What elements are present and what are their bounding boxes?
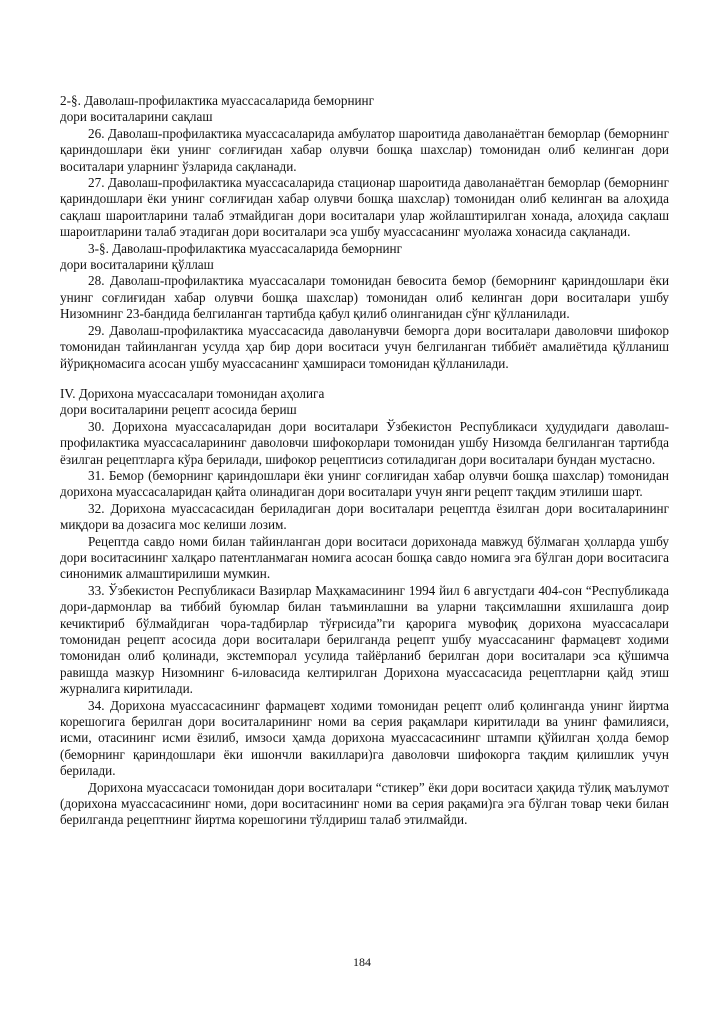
section2-heading-line1: 2-§. Даволаш-профилактика муассасаларида беморнинг xyxy=(60,93,375,108)
paragraph-30: 30. Дорихона муассасаларидан дори воситалари Ўзбекистон Республикаси ҳудудидаги даволаш-профилактика муассасаларининг даволовчи шифокорлари томонидан ушбу Низомда белгиланган тартибда ёзилган рецептларга кўра берилади, шифокор рецептисиз сотиладиган дори воситалари бундан мустасно. xyxy=(60,418,669,467)
paragraph-32: 32. Дорихона муассасасидан бериладиган дори воситалари рецептда ёзилган дори воситаларининг миқдори ва дозасига мос келиши лозим. xyxy=(60,500,669,533)
section2-heading-line2: дори воситаларини сақлаш xyxy=(60,109,213,125)
section3-heading-line2: дори воситаларини қўллаш xyxy=(60,257,214,273)
paragraph-34-continuation: Дорихона муассасаси томонидан дори воситалари “стикер” ёки дори воситаси ҳақида тўлиқ маълумот (дорихона муассасасининг номи, дори воситасининг номи ва серия рақами)га эга бўлган товар чеки билан берилганда рецептнинг йиртма корешогини тўлдириш талаб этилмайди. xyxy=(60,779,669,828)
section3-heading-line1: 3-§. Даволаш-профилактика муассасаларида беморнинг xyxy=(88,240,403,256)
paragraph-27: 27. Даволаш-профилактика муассасаларида стационар шароитида даволанаётган беморлар (беморнинг қариндошлари ёки унинг соғлиғидан хабар олувчи бошқа шахслар) томонидан олиб келинган ва алоҳида сақлаш шароитларини талаб этмайдиган дори воситалари улар жойлаштирилган хонада, алоҳида сақлаш шароитларини талаб этадиган дори воситалари эса ушбу муассасанинг муолажа хонасида сақланади. xyxy=(60,175,669,240)
page-content xyxy=(60,93,669,829)
paragraph-28: 28. Даволаш-профилактика муассасалари томонидан бевосита бемор (беморнинг қариндошлари ёки унинг соғлиғидан хабар олувчи бошқа шахслар) томонидан олиб келинган дори воситалари ушбу Низомнинг 23-бандида белгиланган тартибда қабул қилиб олинганидан сўнг қўлланилади. xyxy=(60,273,669,322)
page-number: 184 xyxy=(353,955,371,969)
paragraph-34: 34. Дорихона муассасасининг фармацевт ходими томонидан рецепт олиб қолинганда унинг йиртма корешогига берилган дори воситаларининг номи ва серия рақамлари киритилади ва унинг фамилияси, исми, отасининг исми ёзилиб, имзоси ҳамда дорихона муассасасининг штампи қўйилган ҳолда бемор (беморнинг қариндошлари ёки ишончли вакиллари)га даволовчи шифокорга тақдим қилишлик учун берилади. xyxy=(60,697,669,779)
paragraph-31: 31. Бемор (беморнинг қариндошлари ёки унинг соғлиғидан хабар олувчи бошқа шахслар) томонидан дорихона муассасаларидан қайта олинадиган дори воситалари учун янги рецепт тақдим этилиши шарт. xyxy=(60,467,669,500)
section4-heading-line2: дори воситаларини рецепт асосида бериш xyxy=(60,402,297,418)
paragraph-29: 29. Даволаш-профилактика муассасасида даволанувчи беморга дори воситалари даволовчи шифокор томонидан тайинланган усулда ҳар бир дори воситаси учун белгиланган тиббиёт амалиётида қўлланиш йўриқномасига асосан ушбу муассасанинг ҳамшираси томонидан қўлланилади. xyxy=(60,322,669,371)
paragraph-26: 26. Даволаш-профилактика муассасаларида амбулатор шароитида даволанаётган беморлар (беморнинг қариндошлари ёки унинг соғлиғидан хабар олувчи бошқа шахслар) томонидан олиб келинган дори воситалари уларнинг ўзларида сақланади. xyxy=(60,125,669,174)
paragraph-33: 33. Ўзбекистон Республикаси Вазирлар Маҳкамасининг 1994 йил 6 августдаги 404-сон “Республикада дори-дармонлар ва тиббий буюмлар билан таъминлашни ва уларни тақсимлашни яхшилашга доир кечиктириб бўлмайдиган чора-тадбирлар тўғрисида”ги қарорига мувофиқ дорихона муассасалари томонидан рецепт асосида дори воситалари берилганда рецепт ушбу муассасанинг фармацевт ходими томонидан олиб қолинади, экстемпорал усулида тайёрланиб берилган дори воситалари эса қўшимча равишда мазкур Низомнинг 6-иловасида келтирилган Дорихона муассасасида рецептларни қайд этиш журналига киритилади. xyxy=(60,582,669,697)
section4-heading-line1: IV. Дорихона муассасалари томонидан аҳолига xyxy=(60,385,325,401)
paragraph-32-continuation: Рецептда савдо номи билан тайинланган дори воситаси дорихонада мавжуд бўлмаган ҳолларда ушбу дори воситасининг халқаро патентланмаган номига асосан бошқа савдо номига эга бўлган дори воситасига синонимик алмаштирилиши мумкин. xyxy=(60,533,669,582)
section-gap xyxy=(60,372,669,386)
